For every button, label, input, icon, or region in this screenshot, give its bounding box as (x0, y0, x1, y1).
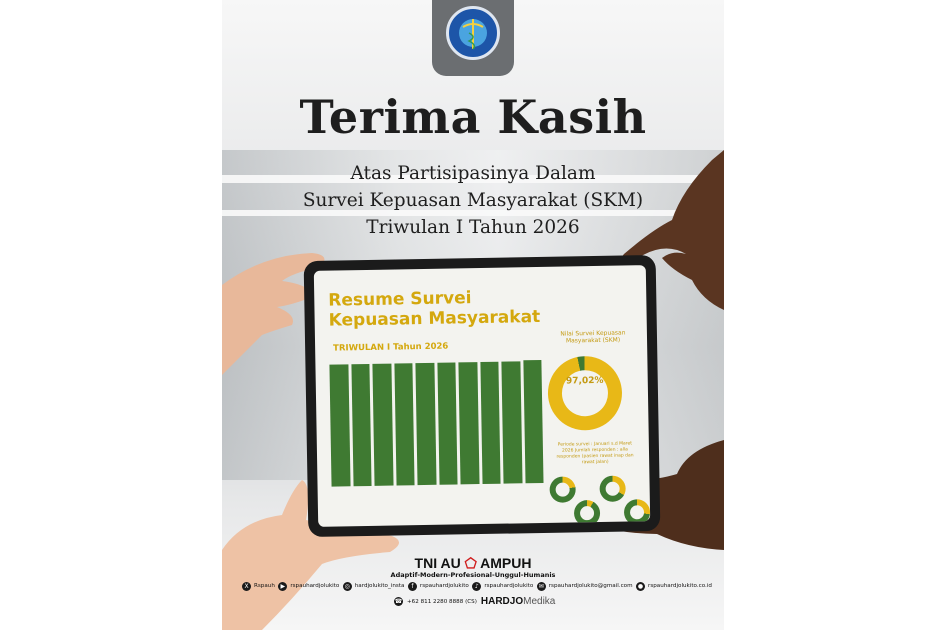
social-link[interactable] (278, 582, 339, 591)
whatsapp-icon: ☎ (394, 598, 403, 605)
social-links (242, 581, 712, 591)
skm-ring-chart (547, 356, 622, 431)
chart-bar (394, 363, 415, 485)
contact-number[interactable]: +62 811 2280 8888 (CS) (407, 598, 477, 605)
skm-ring-value: 97,02% (565, 375, 604, 387)
social-link-label: rspauhardjolukito (290, 583, 340, 589)
hospital-emblem-icon (446, 6, 500, 60)
social-link[interactable] (636, 582, 712, 591)
social-link[interactable] (242, 582, 275, 591)
tablet-screen (314, 265, 650, 527)
web-icon: ● (637, 582, 644, 590)
subtitle-line-2: Survei Kepuasan Masyarakat (SKM) (302, 190, 644, 211)
thank-you-poster (222, 0, 724, 630)
subtitle-line-1: Atas Partisipasinya Dalam (350, 163, 596, 184)
pentagon-icon: ⬠ (464, 555, 477, 571)
social-link-label: rspauhardjolukito (419, 583, 469, 589)
social-link[interactable] (408, 582, 469, 591)
social-link-label: hardjolukito_insta (354, 583, 405, 589)
mini-donut (549, 476, 575, 502)
screen-title-line-1: Resume Survei (328, 288, 472, 311)
mini-donut (574, 500, 600, 526)
chart-bar (372, 364, 393, 486)
social-link[interactable] (343, 582, 405, 591)
skm-title: Nilai Survei Kepuasan Masyarakat (SKM) (560, 329, 626, 345)
x-icon: X (242, 582, 251, 591)
brand-line (222, 555, 724, 572)
chart-bar (329, 364, 350, 486)
chart-bar (437, 362, 458, 484)
social-link-label: rspauhardjolukito.co.id (648, 583, 712, 589)
tablet-device (304, 255, 661, 537)
chart-bar (415, 363, 436, 485)
brand-left: TNI AU (414, 555, 461, 571)
contact-line (394, 596, 555, 607)
bar-chart (329, 355, 543, 487)
survey-note: Periode survei : Januari s.d Maret 2026 Jumlah responden : alla responden (pasien rawat inap dan rawat jalan) (556, 441, 634, 465)
instagram-icon: ◎ (344, 582, 350, 590)
screen-subtitle: TRIWULAN I Tahun 2026 (333, 341, 449, 354)
social-link-label: rspauhardjolukito (484, 583, 534, 589)
tagline: Adaptif-Modern-Profesional-Unggul-Humanis (390, 571, 556, 579)
mini-donut (599, 476, 625, 502)
hardjo-medika-logo: HARDJOMedika (480, 596, 556, 607)
youtube-icon: ▶ (278, 582, 287, 591)
chart-bar (458, 362, 479, 485)
social-link-label: Rspauh (254, 583, 275, 589)
tiktok-icon: ♪ (472, 582, 481, 591)
facebook-icon: f (408, 582, 417, 591)
screen-title-line-2: Kepuasan Masyarakat (328, 306, 541, 331)
chart-bar (351, 364, 372, 486)
chart-bar (480, 362, 501, 484)
mini-donut (624, 499, 650, 525)
mail-icon: ✉ (538, 582, 544, 590)
subtitle-line-3: Triwulan I Tahun 2026 (366, 217, 580, 238)
social-link[interactable] (537, 582, 633, 591)
page-title: Terima Kasih (299, 90, 647, 144)
chart-bar (523, 360, 544, 483)
social-link-label: rspauhardjolukito@gmail.com (548, 583, 633, 589)
chart-bar (501, 361, 522, 483)
social-link[interactable] (472, 582, 533, 591)
brand-right: AMPUH (480, 555, 532, 571)
